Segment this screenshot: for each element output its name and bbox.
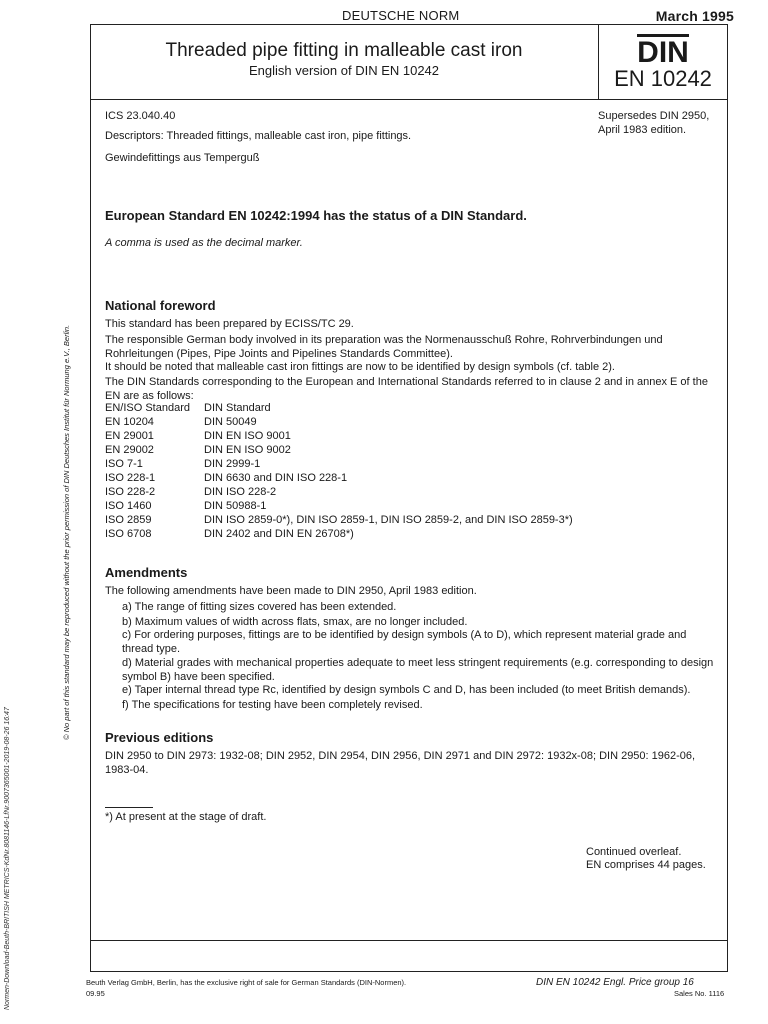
bottom-rule	[90, 940, 728, 941]
header-vertical-divider	[598, 24, 599, 99]
previous-editions-text: DIN 2950 to DIN 2973: 1932-08; DIN 2952, DIN 2954, DIN 2956, DIN 2971 and DIN 2972: 1932x-08; DIN 2950: 1962-06, 1983-04.	[105, 750, 696, 776]
table-cell: EN 29002	[105, 444, 154, 456]
table-cell: DIN EN ISO 9001	[204, 430, 291, 442]
amendment-item: d) Material grades with mechanical properties adequate to meet less stringent requirements (e.g. corresponding to design symbol B) have been specified.	[122, 657, 714, 683]
table-row	[105, 528, 573, 542]
status-statement: European Standard EN 10242:1994 has the status of a DIN Standard.	[105, 208, 527, 223]
table-row	[105, 430, 573, 444]
table-cell: ISO 228-1	[105, 472, 156, 484]
norm-label: DEUTSCHE NORM	[342, 8, 460, 23]
table-header-row	[105, 402, 573, 416]
foreword-paragraph-3: It should be noted that malleable cast iron fittings are now to be identified by design symbols (cf. table 2).	[105, 361, 615, 373]
amendment-item: e) Taper internal thread type Rc, identified by design symbols C and D, has been included (to meet British demands).	[122, 684, 691, 696]
table-cell: DIN 50049	[204, 416, 257, 428]
table-row	[105, 486, 573, 500]
publication-date-code: 09.95	[86, 989, 105, 998]
table-cell: DIN ISO 2859-0*), DIN ISO 2859-1, DIN ISO 2859-2, and DIN ISO 2859-3*)	[204, 514, 573, 526]
national-foreword-heading: National foreword	[105, 298, 216, 313]
amendment-item: b) Maximum values of width across flats, smax, are no longer included.	[122, 616, 468, 628]
sales-number: Sales No. 1116	[674, 989, 725, 998]
german-title: Gewindefittings aus Temperguß	[105, 152, 260, 164]
din-logo	[600, 34, 726, 68]
table-row	[105, 514, 573, 528]
amendments-intro: The following amendments have been made to DIN 2950, April 1983 edition.	[105, 585, 477, 597]
foreword-paragraph-2: The responsible German body involved in its preparation was the Normenausschuß Rohre, Rohrverbindungen und Rohrleitungen (Pipes, Pipe Joints and Pipelines Standards Committee).	[105, 334, 663, 360]
continued-note: Continued overleaf.	[586, 846, 682, 858]
table-row	[105, 416, 573, 430]
footnote: *) At present at the stage of draft.	[105, 811, 267, 823]
amendment-item: f) The specifications for testing have been completely revised.	[122, 699, 423, 711]
table-row	[105, 458, 573, 472]
table-cell: DIN ISO 228-2	[204, 486, 277, 498]
amendment-item: c) For ordering purposes, fittings are to be identified by design symbols (A to D), which represent material grade and thread type.	[122, 629, 687, 655]
table-cell: ISO 1460	[105, 500, 152, 512]
footer-reference: DIN EN 10242 Engl. Price group 16	[536, 977, 694, 988]
foreword-paragraph-1: This standard has been prepared by ECISS/TC 29.	[105, 318, 354, 330]
ics-code: ICS 23.040.40	[105, 110, 176, 122]
issue-date: March 1995	[655, 8, 734, 24]
footnote-rule	[105, 807, 153, 808]
table-cell: ISO 2859	[105, 514, 152, 526]
foreword-paragraph-4: The DIN Standards corresponding to the European and International Standards referred to in clause 2 and in annex E of the EN are as follows:	[105, 376, 708, 402]
table-cell: DIN EN ISO 9002	[204, 444, 291, 456]
table-cell: DIN 50988-1	[204, 500, 267, 512]
table-row	[105, 444, 573, 458]
document-title: Threaded pipe fitting in malleable cast iron	[165, 40, 523, 61]
table-cell: ISO 7-1	[105, 458, 143, 470]
table-header-cell: EN/ISO Standard	[105, 402, 190, 414]
page-count-note: EN comprises 44 pages.	[586, 859, 706, 871]
descriptors: Descriptors: Threaded fittings, malleable cast iron, pipe fittings.	[105, 130, 412, 142]
copyright-side-note: © No part of this standard may be reproduced without the prior permission of DIN Deutsches Institut für Normung e.V., Berlin.	[62, 324, 71, 740]
table-row	[105, 472, 573, 486]
table-cell: DIN 6630 and DIN ISO 228-1	[204, 472, 348, 484]
table-cell: EN 29001	[105, 430, 154, 442]
table-cell: ISO 228-2	[105, 486, 156, 498]
table-cell: DIN 2402 and DIN EN 26708*)	[204, 528, 354, 540]
table-cell: EN 10204	[105, 416, 154, 428]
table-row	[105, 500, 573, 514]
document-subtitle: English version of DIN EN 10242	[248, 63, 440, 78]
table-cell: DIN 2999-1	[204, 458, 261, 470]
amendment-item: a) The range of fitting sizes covered has been extended.	[122, 601, 397, 613]
decimal-note: A comma is used as the decimal marker.	[105, 237, 303, 249]
supersedes-note: Supersedes DIN 2950, April 1983 edition.	[598, 110, 710, 136]
standards-correspondence-table	[105, 402, 573, 542]
standard-number: EN 10242	[614, 66, 712, 91]
din-logo-text: DIN	[637, 36, 689, 69]
publisher-note: Beuth Verlag GmbH, Berlin, has the exclusive right of sale for German Standards (DIN-Normen).	[86, 978, 407, 987]
previous-editions-heading: Previous editions	[105, 730, 214, 745]
table-header-cell: DIN Standard	[204, 402, 271, 414]
table-cell: ISO 6708	[105, 528, 152, 540]
amendments-heading: Amendments	[105, 565, 188, 580]
header-divider	[90, 99, 728, 100]
download-stamp: Normen-Download-Beuth-BRITISH METRICS-KdNr.8081146-LfNr.9007365001-2019-08-26 16:47	[4, 707, 11, 1010]
